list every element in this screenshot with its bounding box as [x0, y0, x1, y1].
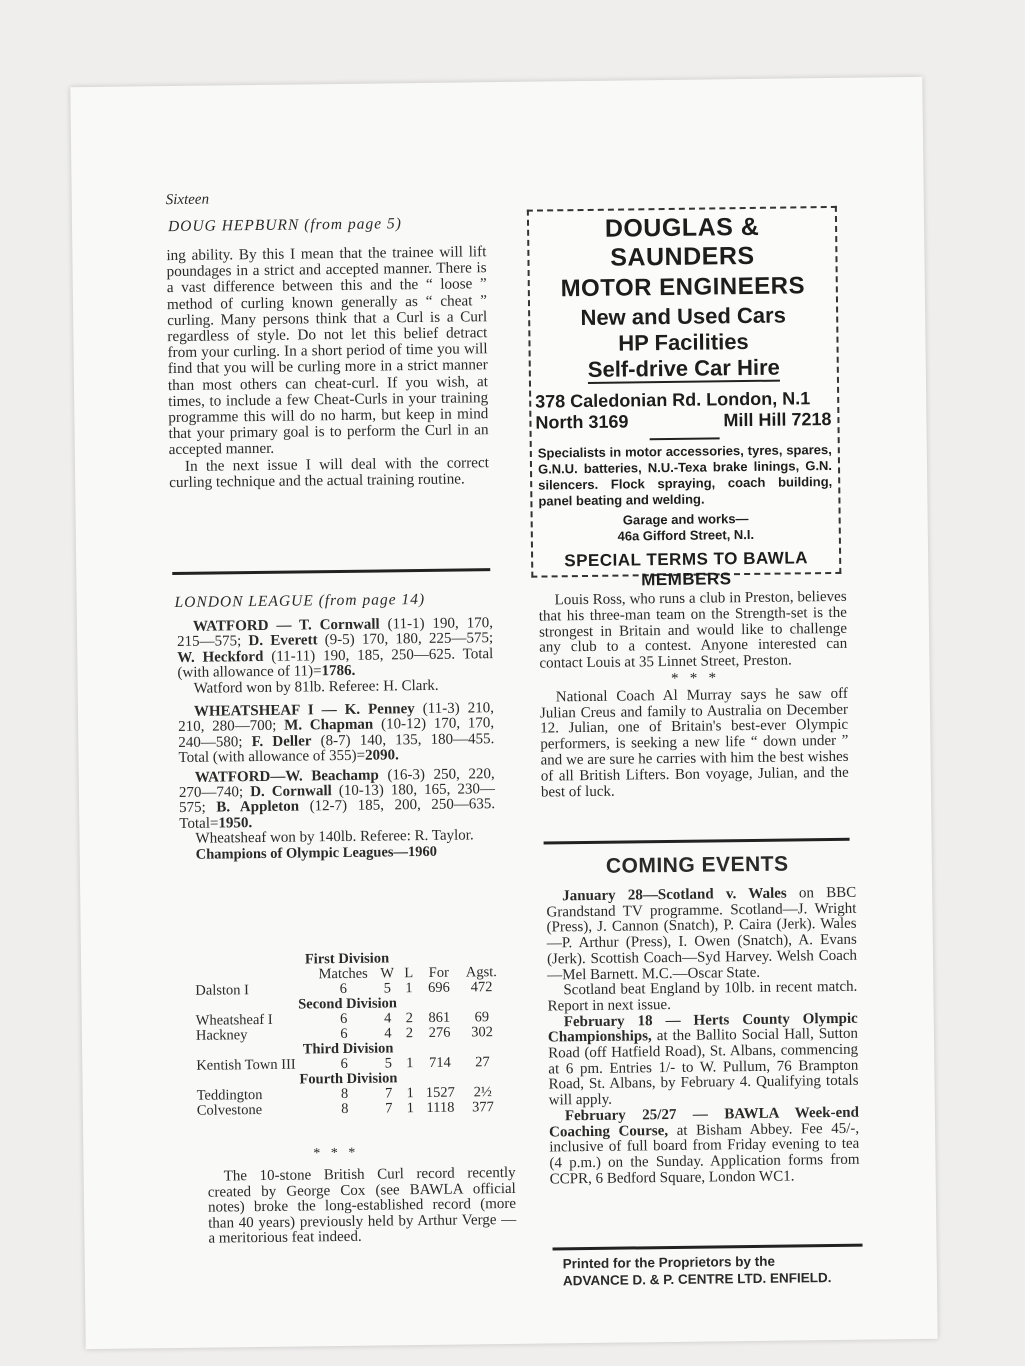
- division-name: First Division: [304, 950, 390, 968]
- division-name: Third Division: [302, 1040, 394, 1058]
- match1-verdict: Watford won by 81lb. Referee: H. Clark.: [193, 677, 439, 697]
- event-1: [546, 886, 857, 984]
- ad-phone-north: North 3169: [535, 411, 629, 433]
- cell-won: 5: [384, 1055, 393, 1072]
- event-2: [548, 1011, 859, 1109]
- match3-team: WATFORD—W. Beachamp: [194, 767, 379, 786]
- league-heading: [175, 591, 426, 612]
- header-lost: L: [404, 965, 414, 982]
- printer-credit: [563, 1252, 832, 1289]
- printer-line-1: Printed for the Proprietors by the: [562, 1253, 776, 1272]
- ad-special-terms: SPECIAL TERMS TO BAWLA: [564, 548, 809, 571]
- section-divider: [172, 568, 490, 575]
- cell-won: 4: [384, 1025, 392, 1042]
- ad-garage-1: Garage and works—: [622, 510, 749, 528]
- header-against: Agst.: [465, 964, 497, 981]
- magazine-page: [70, 77, 937, 1349]
- match2-player3-scores: (8-7) 140, 135, 180—455. Total (with allowance of 355)=: [178, 730, 495, 767]
- match-result-3: [179, 767, 496, 832]
- cell-for: 696: [428, 979, 450, 996]
- cell-lost: 1: [405, 980, 413, 997]
- ad-phone-millhill: Mill Hill 7218: [723, 408, 832, 431]
- ad-phones: [531, 409, 837, 434]
- ad-specialists: Specialists in motor accessories, tyres, spares, G.N.U. batteries, N.U.-Texa brake linings, G.N. silencers. Flock spraying, coach building, panel beating and welding.: [537, 441, 833, 509]
- cell-won: 4: [384, 1010, 392, 1027]
- hepburn-heading: [168, 215, 402, 236]
- match-result-2: [178, 701, 495, 766]
- team-name: Teddington: [196, 1086, 263, 1104]
- news-murray: National Coach Al Murray says he saw off Julian Creus and family to Australia on December 12. Julian, one of Britain's best-ever Olympic performers, is seeking a new life “ down under ” and we are sure he carries with him the best wishes of all British Lifters. Bon voyage, Julian, and the best of luck.: [539, 685, 849, 801]
- events-divider: [544, 838, 850, 845]
- cell-for: 1118: [426, 1099, 455, 1116]
- event-2-head: February 18 — Herts County Olympic Championships,: [547, 1010, 858, 1046]
- cell-won: 5: [383, 980, 392, 997]
- cell-against: 2½: [473, 1084, 492, 1101]
- match1-player3: W. Heckford: [177, 648, 264, 666]
- team-name: Hackney: [195, 1027, 248, 1044]
- match1-total: 1786.: [321, 663, 356, 680]
- record-note-text: The 10-stone British Curl record recently created by George Cox (see BAWLA official notes) broke the long-established record (more than 40 years) previously held by Arthur Verge — a meritorious feat indeed.: [207, 1164, 517, 1248]
- standings-table: [191, 950, 505, 1119]
- ad-cars: New and Used Cars: [580, 302, 787, 331]
- league-results: [177, 616, 496, 863]
- match-result-1: [177, 616, 494, 681]
- cell-for: 276: [428, 1024, 451, 1041]
- cell-for: 1527: [425, 1084, 455, 1101]
- ad-divider: [650, 437, 720, 440]
- hepburn-paragraph: ing ability. By this I mean that the trainee will lift poundages in a strict and accepted manner. There is a vast difference between this and the “ loose ” method of curling known generally as “ cheat ” curling. Many persons think that a Curl is a Curl regardless of style. Do not let this belief detract from your curling. In a short period of time you will find that you will be curling more in a strict manner than most others can cheat-curl. If you wish, at times, to include a few Cheat-Curls in your training programme this will do no harm, but keep in mind that your primary goal is to perform the Curl in an accepted manner.: [166, 243, 489, 459]
- cell-for: 714: [428, 1054, 451, 1071]
- event-3-text: at Bisham Abbey. Fee 45/-, inclusive of full board from Friday evening to tea (4 p.m.) on the Sunday. Application forms from CCPR, 6 Bedford Square, London WC1.: [549, 1120, 860, 1188]
- hepburn-heading-name: DOUG HEPBURN: [167, 216, 300, 236]
- match3-player2: D. Cornwall: [250, 783, 332, 801]
- table-row: [193, 1100, 505, 1119]
- division-name: Fourth Division: [299, 1070, 398, 1088]
- printer-line-2: ADVANCE D. & P. CENTRE LTD. ENFIELD.: [562, 1270, 832, 1289]
- event-1-note: Scotland beat England by 10lb. in recent match. Report in next issue.: [547, 978, 858, 1015]
- ad-hp-facilities: HP Facilities: [618, 328, 749, 356]
- match1-player3-scores: (11-11) 190, 185, 250—625. Total (with allowance of 11)=: [177, 645, 494, 682]
- news-ross: Louis Ross, who runs a club in Preston, believes that his three-man team on the Strength-set is the strongest in Britain and would like to challenge any club to a contest. Anyone interested can contact Louis at 35 Linnet Street, Preston.: [538, 588, 848, 672]
- team-name: Dalston I: [195, 982, 250, 999]
- team-name: Wheatsheaf I: [195, 1011, 273, 1029]
- match2-player2-scores: (10-12) 170, 170, 240—580;: [178, 715, 495, 751]
- header-for: For: [428, 964, 450, 981]
- match1-team: WATFORD — T. Cornwall: [192, 616, 380, 635]
- header-team: [191, 967, 311, 983]
- team-name: Colvestone: [196, 1101, 263, 1119]
- cell-lost: 2: [405, 1025, 414, 1042]
- match3-player2-scores: (10-13) 180, 165, 230—575;: [179, 781, 496, 817]
- ad-members: MEMBERS: [641, 569, 732, 590]
- event-1-head: January 28—Scotland v. Wales: [562, 885, 787, 905]
- league-heading-name: LONDON LEAGUE: [174, 592, 314, 612]
- ad-garage-2: 46a Gifford Street, N.I.: [617, 526, 755, 544]
- cell-lost: 1: [406, 1100, 415, 1117]
- match1-player2-scores: (9-5) 170, 180, 225—575;: [317, 630, 494, 649]
- hepburn-article: [166, 244, 489, 491]
- match2-team: WHEATSHEAF I — K. Penney: [193, 701, 415, 720]
- events-list: [546, 886, 860, 1188]
- cell-against: 27: [475, 1054, 490, 1071]
- ad-address: 378 Caledonian Rd. London, N.1: [535, 388, 811, 412]
- cell-won: 7: [384, 1085, 393, 1102]
- cell-for: 861: [428, 1009, 451, 1026]
- champions-title: Champions of Olympic Leagues—1960: [195, 843, 438, 863]
- cell-matches: 6: [340, 1055, 348, 1073]
- cell-lost: 1: [406, 1085, 414, 1102]
- league-table: [191, 950, 505, 1119]
- cell-matches: 6: [339, 1010, 348, 1028]
- cell-against: 69: [474, 1009, 490, 1026]
- ad-motor-engineers: MOTOR ENGINEERS: [560, 272, 806, 303]
- header-won: W: [380, 965, 395, 982]
- cell-against: 472: [470, 979, 493, 996]
- cell-lost: 2: [405, 1010, 414, 1027]
- page-folio: Sixteen: [165, 191, 210, 209]
- news-stars: * * *: [670, 670, 717, 687]
- match3-player3-scores: (12-7) 185, 200, 250—635. Total=: [179, 796, 496, 832]
- match3-verdict: Wheatsheaf won by 140lb. Referee: R. Taylor.: [195, 827, 474, 848]
- news-column: [539, 590, 850, 801]
- event-2-text: at the Ballito Social Hall, Sutton Road (off Hatfield Road), St. Albans, commencing at 6 pm. Entries 1/- to W. Pullum, 76 Brampton Road, St. Albans, by February 4. Qualifying totals will apply.: [548, 1026, 859, 1109]
- match3-player3: B. Appleton: [216, 798, 300, 816]
- cell-matches: 8: [341, 1100, 349, 1118]
- event-3-head: February 25/27 — BAWLA Week-end Coaching Course,: [549, 1104, 860, 1141]
- event-1-text: on BBC Grandstand TV programme. Scotland—J. Wright (Press), J. Cannon (Snatch), P. Caira (Jerk). Wales—P. Arthur (Press), I. Owen (Snatch), A. Evans (Jerk). Scottish Coach—Syd Harvey. Welsh Coach—Mel Barnett. M.C.—Oscar State.: [546, 884, 858, 984]
- record-note: [208, 1166, 517, 1248]
- match3-team-scores: (16-3) 250, 220, 270—740;: [178, 765, 495, 802]
- advertisement-box: [527, 206, 841, 590]
- division-name: Second Division: [298, 995, 397, 1013]
- hepburn-paragraph-2: In the next issue I will deal with the correct curling technique and the actual training routine.: [169, 453, 490, 491]
- match1-player2: D. Everett: [248, 632, 318, 650]
- match1-team-scores: (11-1) 190, 170, 215—575;: [177, 615, 493, 651]
- team-name: Kentish Town III: [196, 1056, 296, 1074]
- match2-player2: M. Chapman: [284, 717, 374, 735]
- match2-total: 2090.: [364, 747, 399, 764]
- event-3: [549, 1106, 860, 1188]
- ad-car-hire: [531, 354, 837, 384]
- ad-company-name: DOUGLAS & SAUNDERS: [604, 212, 760, 272]
- header-matches: Matches: [318, 965, 368, 983]
- match2-player3: F. Deller: [251, 733, 312, 750]
- cell-matches: 6: [339, 980, 348, 998]
- coming-events-title: COMING EVENTS: [605, 852, 789, 878]
- cell-matches: 8: [340, 1085, 349, 1103]
- cell-against: 302: [471, 1024, 494, 1041]
- cell-against: 377: [472, 1099, 494, 1116]
- printer-divider: [553, 1244, 863, 1251]
- ad-car-hire-text: Self-drive Car Hire: [587, 354, 780, 382]
- match3-total: 1950.: [218, 814, 253, 832]
- cell-lost: 1: [406, 1055, 414, 1072]
- section-stars: * * *: [313, 1145, 356, 1162]
- hepburn-heading-ref: (from page 5): [304, 215, 402, 234]
- cell-matches: 6: [340, 1025, 348, 1043]
- cell-won: 7: [385, 1100, 393, 1117]
- match2-team-scores: (11-3) 210, 210, 280—700;: [178, 700, 495, 736]
- league-heading-ref: (from page 14): [318, 590, 426, 610]
